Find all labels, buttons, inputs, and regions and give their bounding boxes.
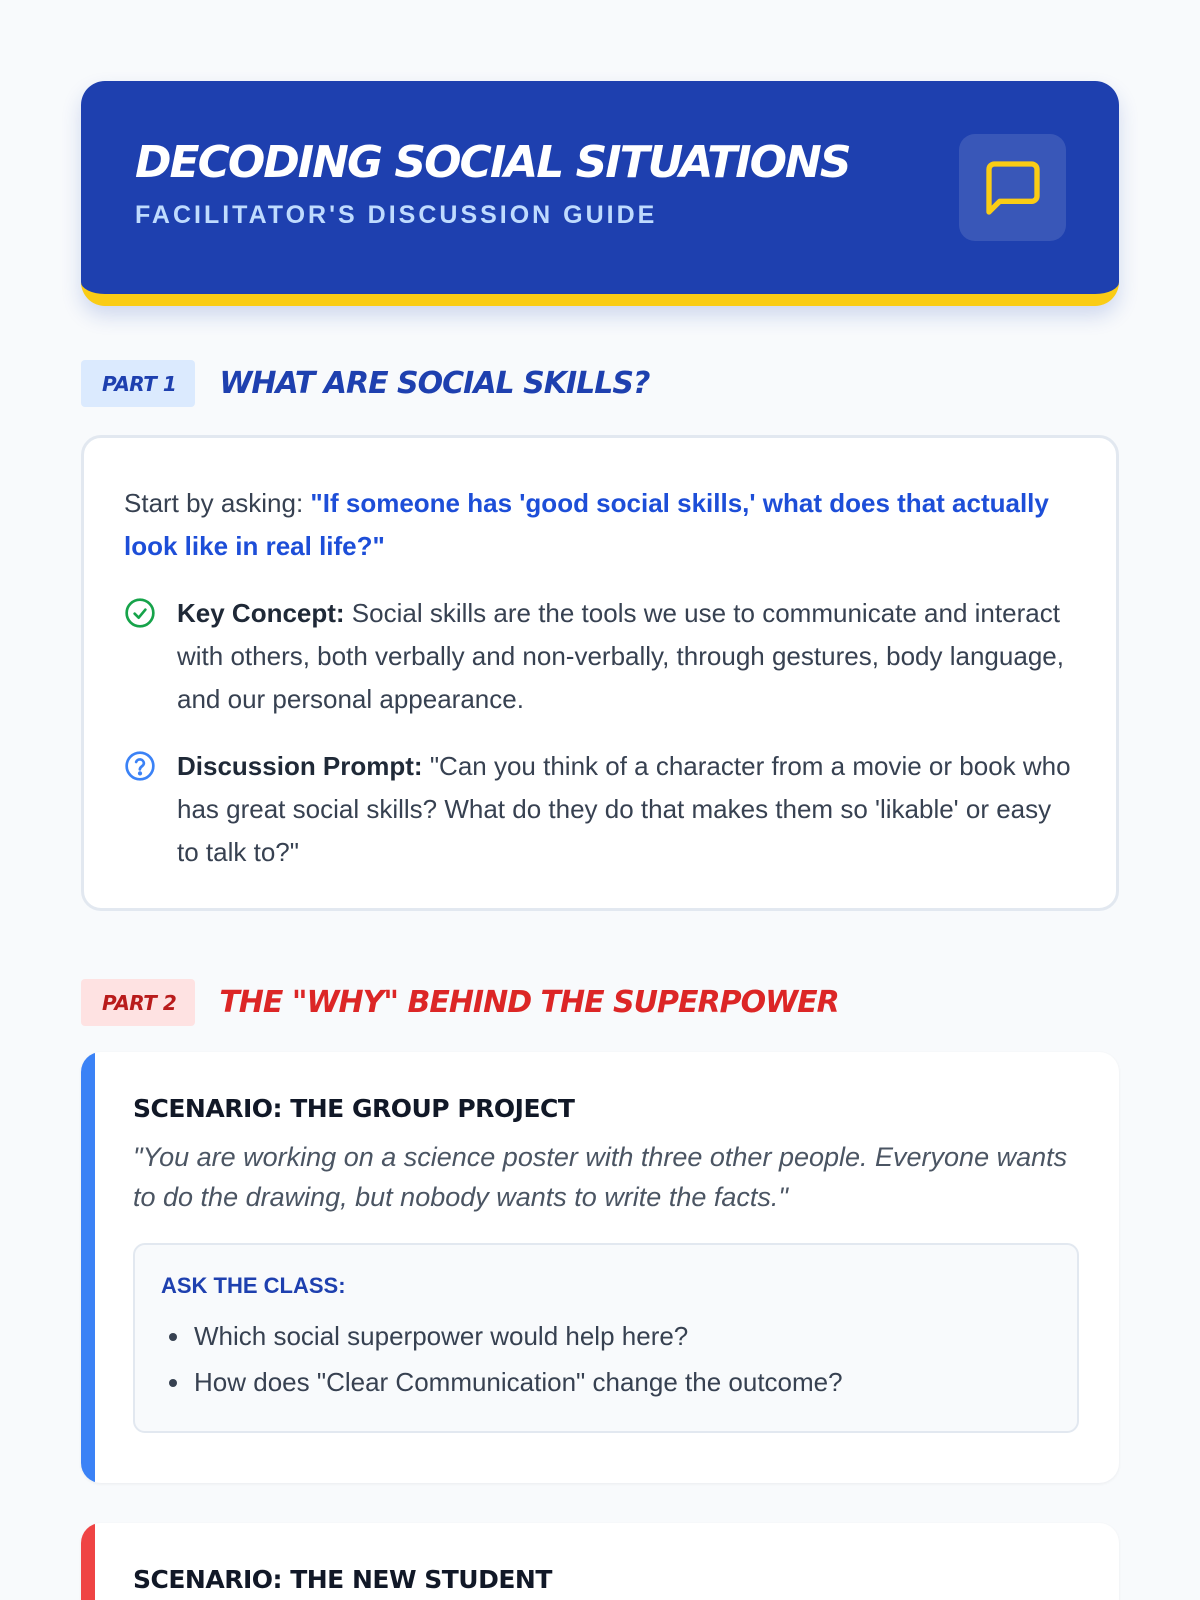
scenario-accent-bar [81,1523,95,1600]
list-item: Which social superpower would help here? [161,1313,1051,1359]
intro-question: "If someone has 'good social skills,' what does that actually look like in real life?" [124,488,1049,561]
part-1-badge: PART 1 [81,360,195,407]
part-2-heading [81,979,1119,1026]
scenario-title: SCENARIO: THE GROUP PROJECT [133,1094,575,1123]
check-circle-icon [124,597,156,629]
discussion-prompt-text: "Can you think of a character from a movie or book who has great social skills? What do they do that makes them so 'likable' or easy to talk to?" [177,751,1071,867]
intro-lead: Start by asking: [124,488,311,518]
scenario-accent-bar [81,1052,95,1483]
scenario-card-new-student [81,1523,1119,1600]
ask-the-class-label: ASK THE CLASS: [161,1273,346,1298]
discussion-prompt [124,745,1076,874]
part-2-title: THE "WHY" BEHIND THE SUPERPOWER [219,985,839,1020]
scenario-quote: "You are working on a science poster with three other people. Everyone wants to do the drawing, but nobody wants to write the facts." [133,1142,1068,1212]
help-circle-icon [124,750,156,782]
scenario-title: SCENARIO: THE NEW STUDENT [133,1565,552,1594]
list-item: How does "Clear Communication" change the outcome? [161,1359,1051,1405]
intro-text [124,482,1076,568]
part-2-badge: PART 2 [81,979,195,1026]
discussion-prompt-label: Discussion Prompt: [177,751,423,781]
page-subtitle: FACILITATOR'S DISCUSSION GUIDE [135,201,658,229]
ask-the-class-list [161,1313,1051,1405]
key-concept [124,592,1076,721]
scenario-card-group-project [81,1052,1119,1483]
ask-the-class-box [133,1243,1079,1433]
key-concept-label: Key Concept: [177,598,345,628]
header-banner [81,81,1119,306]
message-square-icon [959,134,1066,241]
part-1-heading [81,360,1119,407]
key-concept-text: Social skills are the tools we use to communicate and interact with others, both verbally and non-verbally, through gestures, body language, and our personal appearance. [177,598,1064,714]
part-1-title: WHAT ARE SOCIAL SKILLS? [219,366,650,401]
part-1-card [81,435,1119,911]
page-title: DECODING SOCIAL SITUATIONS [135,137,850,188]
